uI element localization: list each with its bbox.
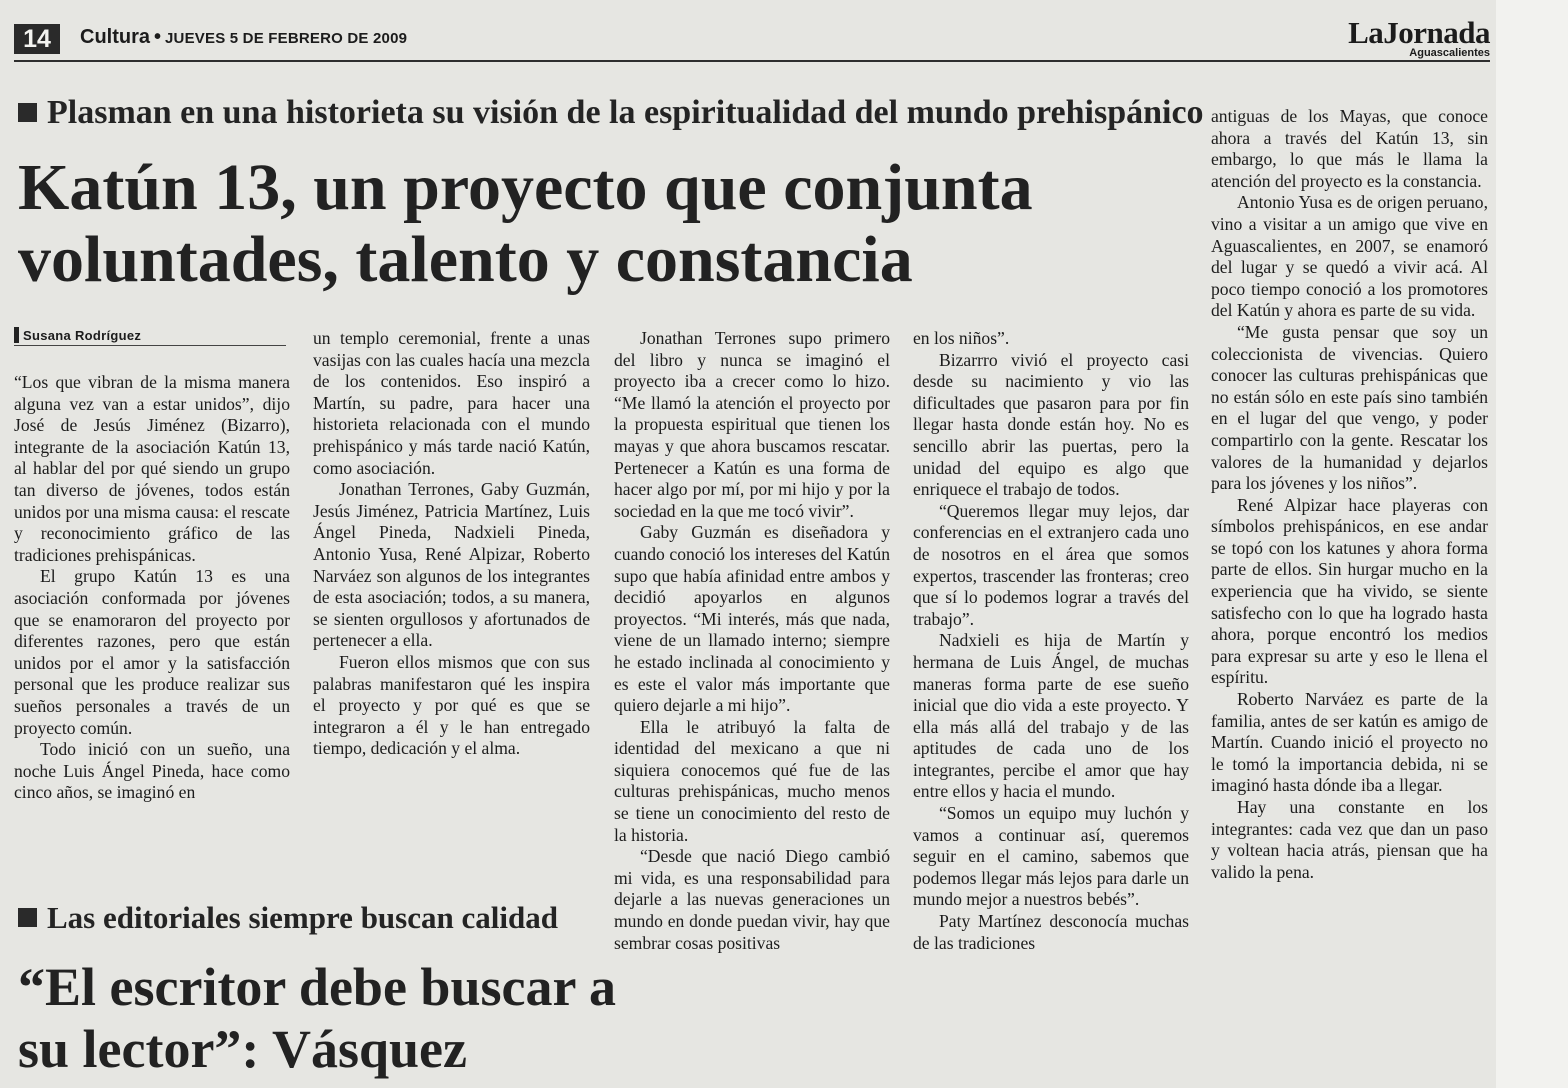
article2-kicker <box>18 900 558 936</box>
paragraph: en los niños”. <box>913 328 1010 348</box>
article2-kicker-text: Las editoriales siempre buscan calidad <box>47 900 558 935</box>
paragraph: Nadxieli es hija de Martín y hermana de Luis Ángel, de muchas maneras forma parte de ese sueño inicial que dio vida a este proyecto. Y ella más allá del trabajo y de las aptitudes de cada uno de los integrantes, percibe el amor que hay entre ellos y hacia el mundo. <box>913 630 1189 802</box>
paragraph: “Los que vibran de la misma manera alguna vez van a estar unidos”, dijo José de Jesús Jiménez (Bizarro), integrante de la asociación Katún 13, al hablar del por qué siendo un grupo tan diverso de jóvenes, todos están unidos por una misma causa: el rescate y reconocimiento gráfico de las tradiciones prehispánicas. <box>14 372 290 565</box>
byline-author: Susana Rodríguez <box>23 328 142 343</box>
paragraph: Jonathan Terrones supo primero del libro y nunca se imaginó el proyecto iba a crecer como lo hizo. “Me llamó la atención el proyecto por la propuesta espiritual que tienen los mayas y que ahora buscamos rescatar. Pertenecer a Katún es una forma de hacer algo por mí, por mi hijo y por la sociedad en la que me tocó vivir”. <box>614 328 890 521</box>
paragraph: El grupo Katún 13 es una asociación conformada por jóvenes que se enamoraron del proyecto por diferentes razones, pero que están unidos por el amor y la satisfacción personal que les produce realizar sus sueños personales a través de un proyecto común. <box>14 566 290 738</box>
section-name: Cultura <box>80 26 150 48</box>
paragraph: un templo ceremonial, frente a unas vasijas con las cuales hacía una mezcla de los contenidos. Eso inspiró a Martín, su padre, para hacer una historieta relacionada con el mundo prehispánico y más tarde nació Katún, como asociación. <box>313 328 590 478</box>
article1-kicker-text: Plasman en una historieta su visión de la espiritualidad del mundo prehispánico <box>47 94 1204 131</box>
paragraph: Paty Martínez desconocía muchas de las tradiciones <box>913 911 1189 953</box>
header-rule <box>14 60 1490 62</box>
paragraph: Antonio Yusa es de origen peruano, vino a visitar a un amigo que vive en Aguascalientes, en 2007, se enamoró del lugar y se quedó a vivir acá. Al poco tiempo conoció a los promotores del Katún y ahora es parte de su vida. <box>1211 192 1488 321</box>
article1-kicker <box>18 94 1204 132</box>
article1-column-5 <box>1211 106 1488 883</box>
byline-bar-icon <box>14 327 19 343</box>
byline-rule <box>14 345 286 346</box>
paragraph: “Me gusta pensar que soy un coleccionista de vivencias. Quiero conocer las culturas prehispánicas que no están sólo en este país sino también en el lugar del que vengo, y poder compartirlo con la gente. Rescatar los valores de la humanidad y dejarlos para los jóvenes y los niños”. <box>1211 321 1488 494</box>
issue-date: JUEVES 5 DE FEBRERO DE 2009 <box>165 30 408 47</box>
paragraph: Gaby Guzmán es diseñadora y cuando conoció los intereses del Katún supo que había afinidad entre ambos y decidió apoyarlos en algunos proyectos. “Mi interés, más que nada, viene de un llamado interno; siempre he estado inclinada al conocimiento y es este el valor más importante que quiero dejarle a mi hijo”. <box>614 522 890 716</box>
section-separator: • <box>154 26 162 48</box>
article1-column-3 <box>614 328 890 954</box>
kicker-bullet-icon <box>18 908 37 927</box>
kicker-bullet-icon <box>18 103 37 122</box>
page-header <box>14 15 1490 62</box>
newspaper-logo <box>1348 15 1490 59</box>
paragraph: Ella le atribuyó la falta de identidad del mexicano a que ni siquiera conocemos qué fue de las culturas prehispánicas, mucho menos se tiene un conocimiento del resto de la historia. <box>614 716 890 845</box>
paragraph: “Queremos llegar muy lejos, dar conferencias en el extranjero cada uno de nosotros en el área que somos expertos, trascender las fronteras; creo que sí lo podemos lograr a través del trabajo”. <box>913 500 1189 629</box>
paragraph: “Desde que nació Diego cambió mi vida, es una responsabilidad para dejarle a las nuevas generaciones un mundo en donde puedan vivir, hay que sembrar cosas positivas <box>614 846 890 953</box>
paragraph: Jonathan Terrones, Gaby Guzmán, Jesús Jiménez, Patricia Martínez, Luis Ángel Pineda, Nadxieli Pineda, Antonio Yusa, René Alpizar, Roberto Narváez son algunos de los integrantes de esta asociación; todos, a su manera, se sienten orgullosos y afortunados de pertenecer a ella. <box>313 479 590 651</box>
paragraph: Todo inició con un sueño, una noche Luis Ángel Pineda, hace como cinco años, se imaginó en <box>14 739 290 803</box>
article1-column-1 <box>14 372 290 804</box>
page-number: 14 <box>14 24 60 54</box>
paragraph: Bizarrro vivió el proyecto casi desde su nacimiento y vio las dificultades que pasaron para por fin llegar hasta donde están hoy. No es sencillo abrir las puertas, pero la unidad del equipo es algo que enriquece el trabajo de todos. <box>913 349 1189 500</box>
page-margin <box>1496 0 1568 1088</box>
byline <box>14 327 284 343</box>
article2-headline: “El escritor debe buscar a su lector”: Vásquez <box>18 957 616 1079</box>
paragraph: Fueron ellos mismos que con sus palabras manifestaron qué les inspira el proyecto y por qué es que se integraron a él y le han entregado tiempo, dedicación y el alma. <box>313 651 590 759</box>
paragraph: Hay una constante en los integrantes: cada vez que dan un paso y voltean hacia atrás, piensan que ha valido la pena. <box>1211 797 1488 882</box>
logo-name: LaJornada <box>1348 15 1490 50</box>
article1-column-4 <box>913 328 1189 954</box>
logo-subtitle: Aguascalientes <box>1409 47 1490 59</box>
paragraph: antiguas de los Mayas, que conoce ahora a través del Katún 13, sin embargo, lo que más le llama la atención del proyecto es la constancia. <box>1211 106 1488 191</box>
paragraph: Roberto Narváez es parte de la familia, antes de ser katún es amigo de Martín. Cuando inició el proyecto no le tomó la importancia debida, ni se imaginó hasta dónde iba a llegar. <box>1211 689 1488 796</box>
article1-column-2 <box>313 328 590 760</box>
paragraph: “Somos un equipo muy luchón y vamos a continuar así, queremos seguir en el camino, sabemos que podemos llegar más lejos para darle un mundo mejor a nuestros bebés”. <box>913 803 1189 910</box>
paragraph: René Alpizar hace playeras con símbolos prehispánicos, en ese andar se topó con los katunes y ahora forma parte de ellos. Sin hurgar mucho en la experiencia que ha vivido, se siente satisfecho con lo que ha logrado hasta ahora, porque encontró los medios para expresar su arte y eso le llena el espíritu. <box>1211 494 1488 688</box>
article1-headline: Katún 13, un proyecto que conjunta voluntades, talento y constancia <box>18 151 1033 296</box>
section-label <box>80 26 407 49</box>
